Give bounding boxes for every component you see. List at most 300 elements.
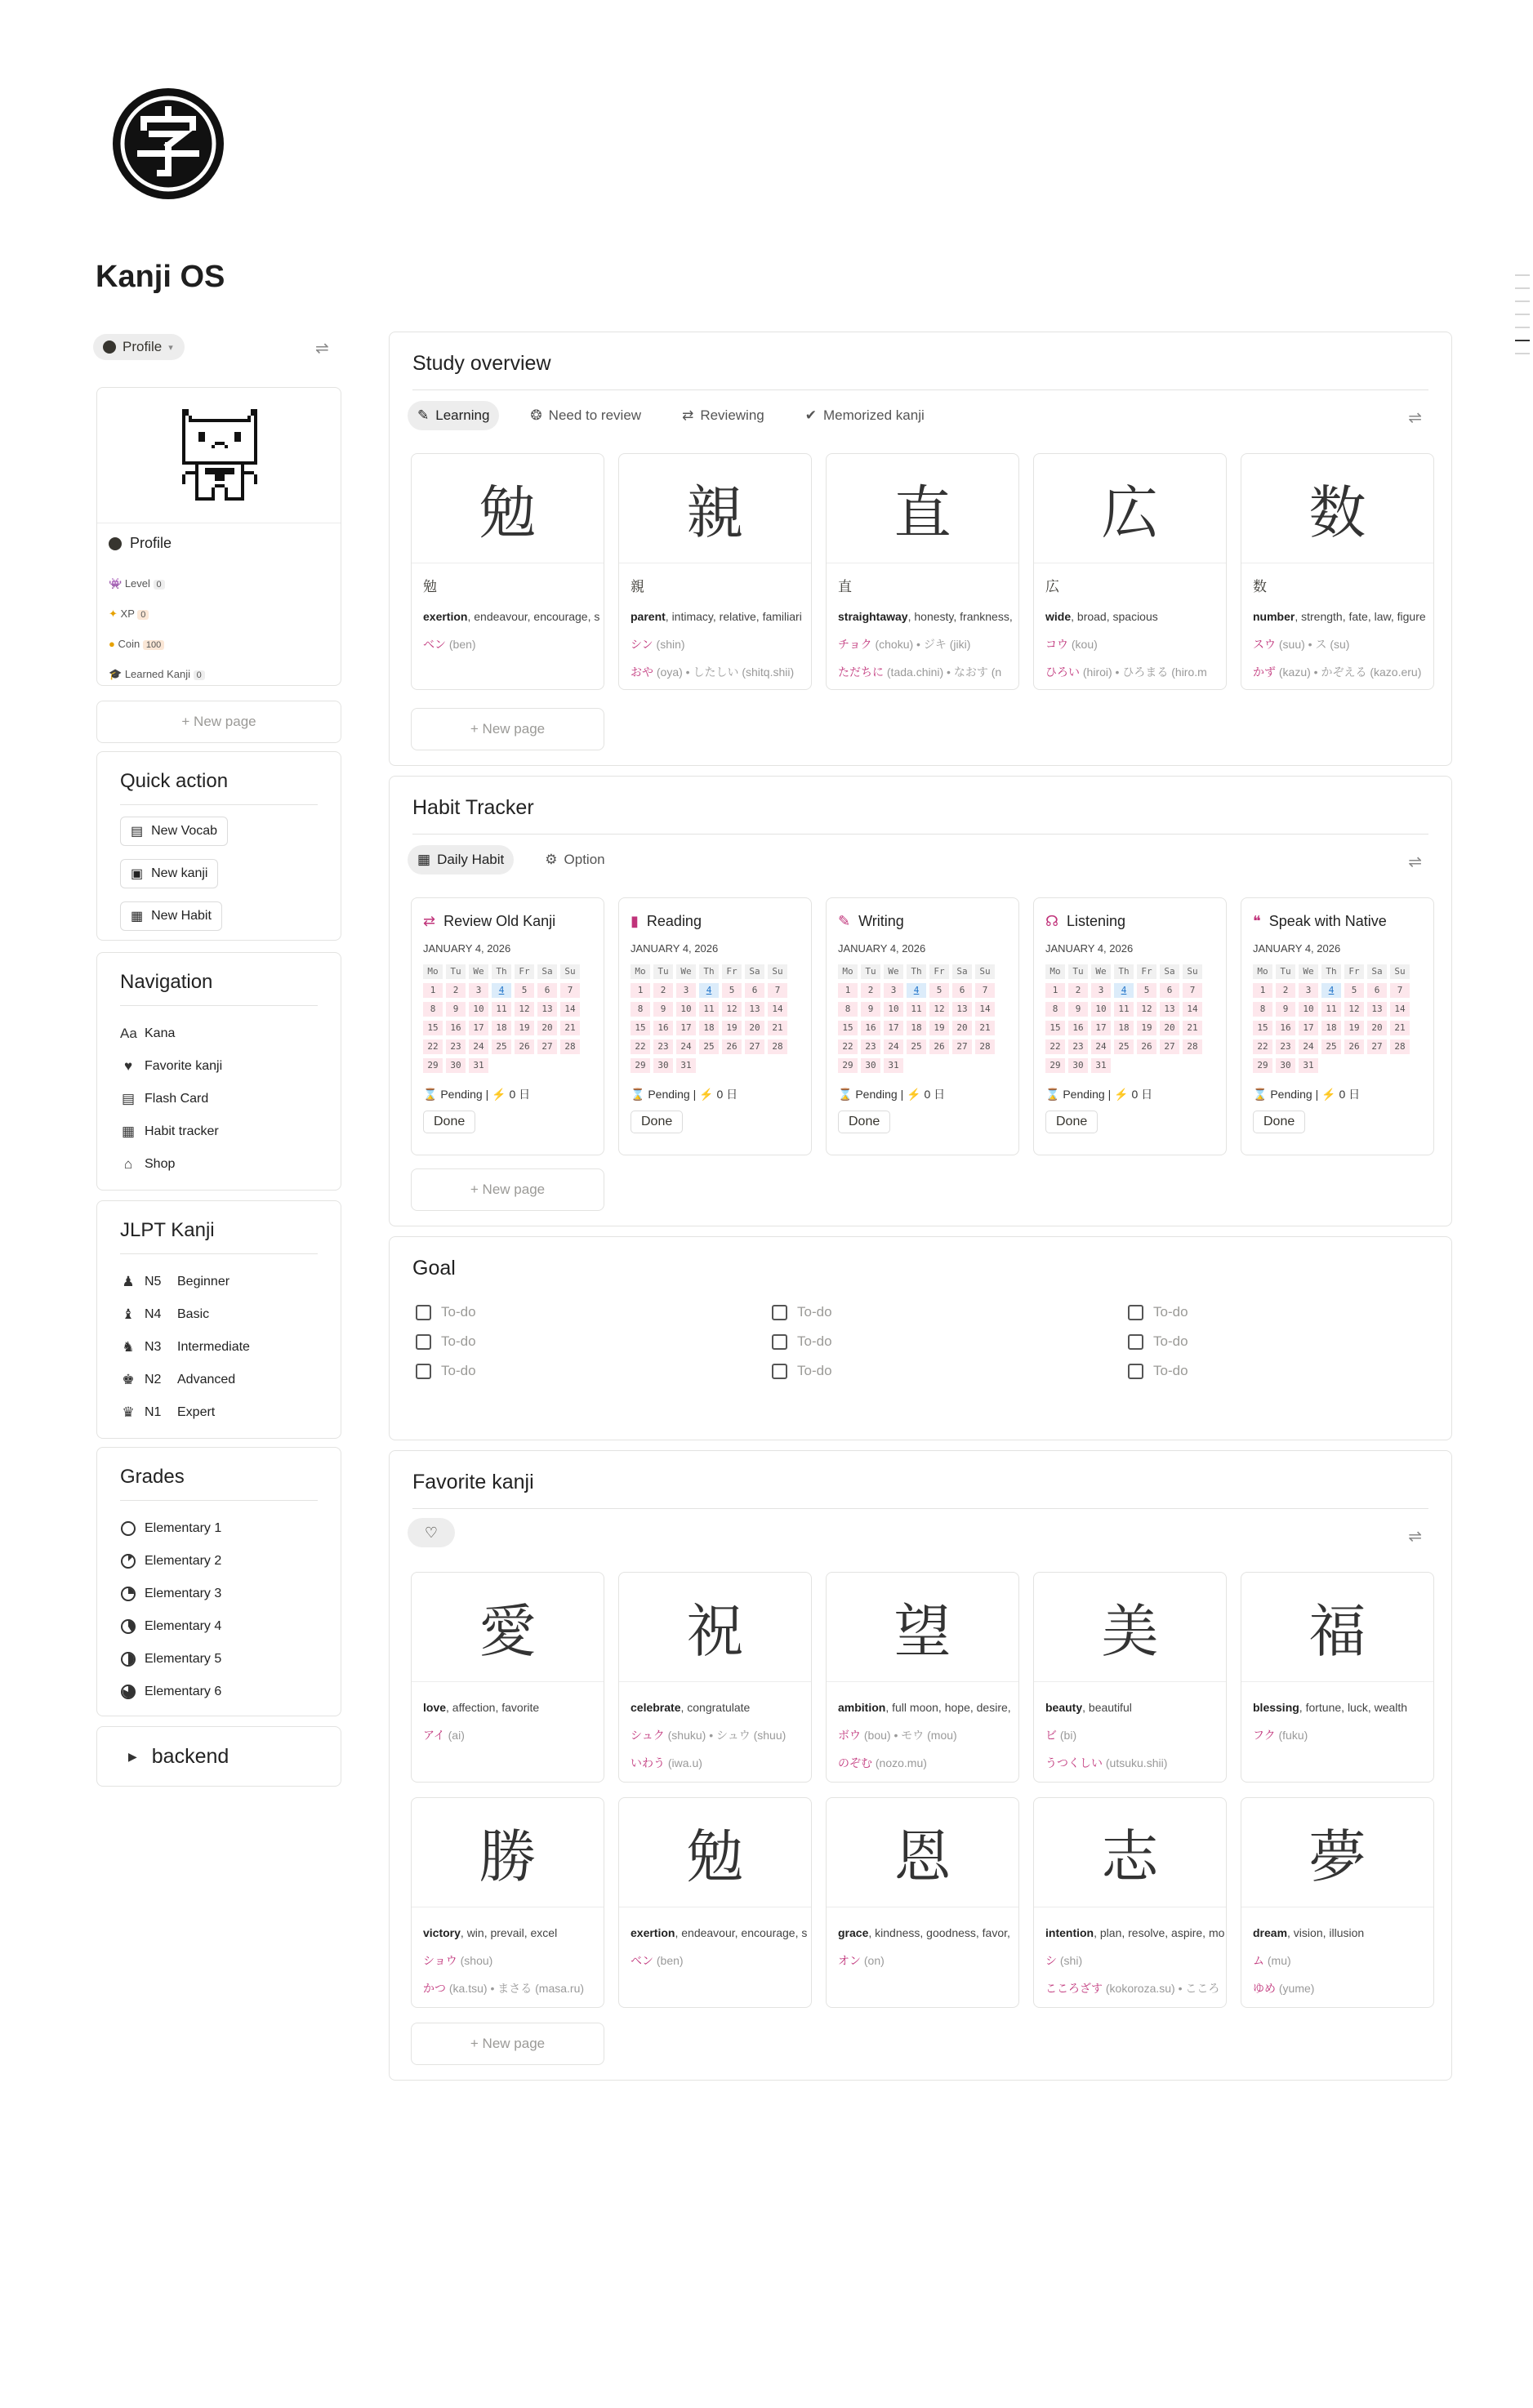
calendar-day[interactable]: 28: [560, 1039, 580, 1054]
queen-icon: ♛: [122, 1404, 135, 1420]
habit-status: ⌛ Pending | ⚡ 0 日: [631, 1088, 738, 1101]
calendar-day[interactable]: 22: [631, 1039, 650, 1054]
nav-item-flash-card[interactable]: [120, 1083, 318, 1115]
profile-chip[interactable]: [93, 334, 185, 360]
calendar-day[interactable]: 31: [676, 1058, 696, 1073]
calendar-day[interactable]: 7: [975, 983, 995, 998]
calendar-day[interactable]: 8: [1253, 1002, 1272, 1017]
jlpt-label: Beginner: [177, 1275, 230, 1289]
calendar-day[interactable]: 21: [1390, 1021, 1410, 1035]
calendar-day[interactable]: 11: [1321, 1002, 1341, 1017]
calendar-day[interactable]: 6: [1160, 983, 1179, 998]
calendar-day[interactable]: 17: [676, 1021, 696, 1035]
checkbox[interactable]: [772, 1364, 787, 1379]
button-label: New Vocab: [151, 824, 218, 838]
calendar-day[interactable]: 29: [838, 1058, 858, 1073]
kanji-onyomi: [1253, 1947, 1422, 1974]
calendar-day[interactable]: 16: [446, 1021, 466, 1035]
page-outline-indicator[interactable]: [1515, 274, 1533, 366]
jlpt-item-n3[interactable]: [120, 1331, 318, 1364]
calendar-day[interactable]: 26: [1344, 1039, 1364, 1054]
checkbox[interactable]: [772, 1305, 787, 1320]
navigation-title: Navigation: [120, 953, 318, 1006]
calendar-day[interactable]: 16: [861, 1021, 880, 1035]
weekday-label: Su: [975, 964, 995, 979]
grade-item-1[interactable]: [120, 1512, 318, 1545]
calendar-day[interactable]: 22: [423, 1039, 443, 1054]
meaning-main: exertion: [631, 1926, 675, 1939]
calendar-day[interactable]: 6: [1367, 983, 1387, 998]
calendar-day[interactable]: 23: [1068, 1039, 1088, 1054]
calendar-day[interactable]: 19: [722, 1021, 742, 1035]
calendar-day[interactable]: 29: [631, 1058, 650, 1073]
calendar-day[interactable]: 19: [1344, 1021, 1364, 1035]
new-page-label: New page: [194, 714, 256, 729]
button-label: New Habit: [151, 909, 212, 923]
onyomi-romaji: (shin): [656, 638, 685, 651]
calendar-day[interactable]: 14: [1183, 1002, 1202, 1017]
calendar-day[interactable]: 11: [492, 1002, 511, 1017]
todo-item[interactable]: [416, 1333, 476, 1350]
calendar-day[interactable]: 19: [1137, 1021, 1156, 1035]
grades-title: Grades: [120, 1448, 318, 1501]
calendar-day[interactable]: 5: [722, 983, 742, 998]
new-habit-button[interactable]: [120, 901, 222, 931]
habit-card[interactable]: [1033, 897, 1227, 1155]
habit-card[interactable]: [411, 897, 604, 1155]
calendar-day[interactable]: 25: [1114, 1039, 1134, 1054]
calendar-day[interactable]: 29: [1045, 1058, 1065, 1073]
kunyomi: いわう: [631, 1756, 665, 1769]
calendar-day[interactable]: 18: [907, 1021, 926, 1035]
checkbox[interactable]: [416, 1305, 431, 1320]
calendar-day[interactable]: 17: [884, 1021, 903, 1035]
calendar-day[interactable]: 8: [1045, 1002, 1065, 1017]
calendar-day[interactable]: 23: [861, 1039, 880, 1054]
calendar-day[interactable]: 11: [1114, 1002, 1134, 1017]
calendar-day[interactable]: 7: [1390, 983, 1410, 998]
kanji-glyph: 恩: [827, 1798, 1018, 1907]
calendar-day[interactable]: 26: [722, 1039, 742, 1054]
favorite-kanji-card[interactable]: [1241, 1797, 1434, 2008]
tab-memorized-kanji[interactable]: [795, 401, 934, 430]
calendar-day[interactable]: 3: [469, 983, 488, 998]
calendar-day[interactable]: 14: [975, 1002, 995, 1017]
backend-toggle[interactable]: [96, 1726, 341, 1787]
checkbox[interactable]: [1128, 1364, 1143, 1379]
grade-item-6[interactable]: [120, 1676, 318, 1708]
calendar-day[interactable]: 21: [1183, 1021, 1202, 1035]
calendar-day[interactable]: 29: [1253, 1058, 1272, 1073]
sparkle-icon: ✦: [109, 608, 118, 620]
calendar-day[interactable]: 25: [907, 1039, 926, 1054]
calendar-day[interactable]: 15: [838, 1021, 858, 1035]
calendar-day[interactable]: 9: [1276, 1002, 1295, 1017]
calendar-day[interactable]: 23: [1276, 1039, 1295, 1054]
weekday-label: We: [1299, 964, 1318, 979]
weekday-label: Sa: [952, 964, 972, 979]
onyomi: ショウ: [423, 1954, 457, 1967]
kanji-card[interactable]: [1241, 453, 1434, 690]
calendar-day[interactable]: 9: [653, 1002, 673, 1017]
calendar-day[interactable]: 15: [631, 1021, 650, 1035]
nav-item-favorite-kanji[interactable]: [120, 1050, 318, 1083]
grade-item-2[interactable]: [120, 1545, 318, 1578]
calendar-day[interactable]: 1: [838, 983, 858, 998]
calendar-day[interactable]: 27: [952, 1039, 972, 1054]
calendar-day[interactable]: 4: [699, 983, 719, 998]
calendar-day[interactable]: 21: [560, 1021, 580, 1035]
meaning-rest: , plan, resolve, aspire, mo: [1094, 1926, 1225, 1939]
kanji-meaning: [1045, 1919, 1225, 1947]
new-vocab-button[interactable]: [120, 817, 228, 846]
kunyomi: かず: [1253, 665, 1276, 679]
calendar-day[interactable]: 4: [907, 983, 926, 998]
calendar-day[interactable]: 25: [1321, 1039, 1341, 1054]
calendar-day[interactable]: 2: [1276, 983, 1295, 998]
calendar-day[interactable]: 13: [952, 1002, 972, 1017]
calendar-day[interactable]: 2: [653, 983, 673, 998]
calendar-day[interactable]: 25: [699, 1039, 719, 1054]
calendar-day[interactable]: 18: [492, 1021, 511, 1035]
progress-circle-2-icon: [120, 1586, 136, 1602]
kanji-onyomi: [423, 630, 592, 658]
calendar-day[interactable]: 7: [768, 983, 787, 998]
calendar-day[interactable]: 14: [560, 1002, 580, 1017]
tab-need-to-review[interactable]: [520, 401, 651, 430]
new-page-button[interactable]: + New page: [411, 1168, 604, 1211]
calendar-day[interactable]: 31: [469, 1058, 488, 1073]
kanji-card[interactable]: [1033, 453, 1227, 690]
kanji-card[interactable]: [826, 453, 1019, 690]
profile-card[interactable]: [96, 387, 341, 686]
todo-item[interactable]: [1128, 1333, 1188, 1350]
kanji-glyph: 直: [827, 454, 1018, 563]
calendar-day[interactable]: 5: [1137, 983, 1156, 998]
calendar-day[interactable]: 27: [1367, 1039, 1387, 1054]
jlpt-item-n5[interactable]: [120, 1266, 318, 1298]
kanji-meaning: [423, 1919, 592, 1947]
nav-item-habit-tracker[interactable]: [120, 1115, 318, 1148]
jlpt-title: JLPT Kanji: [120, 1201, 318, 1254]
calendar-day[interactable]: 3: [884, 983, 903, 998]
kanji-meaning: [1253, 603, 1426, 630]
tab-reviewing[interactable]: [672, 401, 774, 430]
calendar-day[interactable]: 24: [1091, 1039, 1111, 1054]
calendar-day[interactable]: 3: [1299, 983, 1318, 998]
page-title: Kanji OS: [96, 260, 225, 294]
calendar-day[interactable]: 9: [861, 1002, 880, 1017]
calendar-day[interactable]: 28: [768, 1039, 787, 1054]
favorite-kanji-card[interactable]: [1241, 1572, 1434, 1783]
calendar-day[interactable]: 13: [745, 1002, 764, 1017]
weekday-label: We: [676, 964, 696, 979]
calendar-day[interactable]: 10: [676, 1002, 696, 1017]
favorite-kanji-card[interactable]: [1033, 1797, 1227, 2008]
weekday-label: Sa: [745, 964, 764, 979]
calendar-day[interactable]: 18: [1114, 1021, 1134, 1035]
calendar-day[interactable]: 27: [537, 1039, 557, 1054]
done-button[interactable]: Done: [1253, 1111, 1305, 1133]
meaning-main: beauty: [1045, 1701, 1083, 1714]
habit-title: [423, 910, 592, 932]
meaning-main: intention: [1045, 1926, 1094, 1939]
tab-option[interactable]: [535, 845, 614, 875]
habit-card[interactable]: [618, 897, 812, 1155]
calendar-day[interactable]: 18: [699, 1021, 719, 1035]
calendar-day[interactable]: 5: [515, 983, 534, 998]
habit-date: JANUARY 4, 2026: [423, 942, 511, 955]
calendar-day[interactable]: 15: [1253, 1021, 1272, 1035]
habit-icon: ❝: [1253, 912, 1261, 929]
todo-item[interactable]: [772, 1333, 832, 1350]
calendar-day[interactable]: 13: [537, 1002, 557, 1017]
calendar-day[interactable]: 20: [1367, 1021, 1387, 1035]
calendar-day[interactable]: 10: [1091, 1002, 1111, 1017]
calendar-day[interactable]: 12: [515, 1002, 534, 1017]
calendar-day[interactable]: 29: [423, 1058, 443, 1073]
weekday-label: Mo: [1253, 964, 1272, 979]
habit-card[interactable]: [1241, 897, 1434, 1155]
checkbox[interactable]: [1128, 1334, 1143, 1350]
sliders-icon[interactable]: ⇌: [1408, 1528, 1422, 1546]
new-kanji-button[interactable]: [120, 859, 218, 888]
favorite-kanji-card[interactable]: [411, 1797, 604, 2008]
calendar-day[interactable]: 9: [1068, 1002, 1088, 1017]
calendar-day[interactable]: 18: [1321, 1021, 1341, 1035]
checkbox[interactable]: [772, 1334, 787, 1350]
jlpt-item-n1[interactable]: [120, 1396, 318, 1429]
calendar-day[interactable]: 30: [861, 1058, 880, 1073]
tab-daily-habit[interactable]: [408, 845, 514, 875]
calendar-day[interactable]: 26: [929, 1039, 949, 1054]
calendar-day[interactable]: 14: [768, 1002, 787, 1017]
calendar-day[interactable]: 19: [929, 1021, 949, 1035]
calendar-day[interactable]: 3: [1091, 983, 1111, 998]
favorite-kanji-card[interactable]: [826, 1797, 1019, 2008]
calendar-day[interactable]: 10: [884, 1002, 903, 1017]
calendar-day[interactable]: 4: [1114, 983, 1134, 998]
calendar-day[interactable]: 22: [1045, 1039, 1065, 1054]
calendar-day[interactable]: 22: [1253, 1039, 1272, 1054]
calendar-day[interactable]: 23: [446, 1039, 466, 1054]
calendar-day[interactable]: 3: [676, 983, 696, 998]
jlpt-item-n4[interactable]: [120, 1298, 318, 1331]
calendar-day[interactable]: 8: [631, 1002, 650, 1017]
section-title: Habit Tracker: [412, 796, 534, 819]
todo-item[interactable]: [772, 1304, 832, 1320]
calendar-day[interactable]: 22: [838, 1039, 858, 1054]
calendar-day[interactable]: 13: [1367, 1002, 1387, 1017]
calendar-day[interactable]: 16: [653, 1021, 673, 1035]
sliders-icon[interactable]: ⇌: [1408, 409, 1422, 427]
calendar-day[interactable]: 8: [423, 1002, 443, 1017]
calendar-day[interactable]: 27: [745, 1039, 764, 1054]
calendar-day[interactable]: 1: [1253, 983, 1272, 998]
calendar-day[interactable]: 31: [884, 1058, 903, 1073]
calendar-day[interactable]: 21: [975, 1021, 995, 1035]
weekday-label: Tu: [861, 964, 880, 979]
meaning-main: grace: [838, 1926, 869, 1939]
calendar-day[interactable]: 1: [631, 983, 650, 998]
favorite-kanji-card[interactable]: [826, 1572, 1019, 1783]
favorite-kanji-card[interactable]: [1033, 1572, 1227, 1783]
calendar-day[interactable]: 17: [1299, 1021, 1318, 1035]
calendar-day[interactable]: 6: [952, 983, 972, 998]
calendar-day[interactable]: 2: [446, 983, 466, 998]
calendar-day[interactable]: 6: [537, 983, 557, 998]
calendar-day[interactable]: 26: [515, 1039, 534, 1054]
grade-item-3[interactable]: [120, 1578, 318, 1610]
todo-item[interactable]: [416, 1363, 476, 1379]
sliders-icon[interactable]: ⇌: [1408, 853, 1422, 871]
calendar-day[interactable]: 20: [537, 1021, 557, 1035]
calendar-day[interactable]: 20: [745, 1021, 764, 1035]
calendar-day[interactable]: 31: [1091, 1058, 1111, 1073]
calendar-day[interactable]: 26: [1137, 1039, 1156, 1054]
calendar-day[interactable]: 19: [515, 1021, 534, 1035]
calendar-day[interactable]: 20: [1160, 1021, 1179, 1035]
bishop-icon: ♝: [122, 1306, 135, 1322]
calendar-day[interactable]: 27: [1160, 1039, 1179, 1054]
calendar-day[interactable]: 12: [1344, 1002, 1364, 1017]
done-button[interactable]: Done: [838, 1111, 890, 1133]
gear-icon: ⚙: [545, 852, 558, 867]
calendar-day[interactable]: 2: [1068, 983, 1088, 998]
tab-learning[interactable]: [408, 401, 499, 430]
heart-outline-icon: ♡: [424, 1524, 439, 1541]
calendar-day[interactable]: 8: [838, 1002, 858, 1017]
favorite-kanji-card[interactable]: [618, 1572, 812, 1783]
calendar-day[interactable]: 4: [492, 983, 511, 998]
calendar-day[interactable]: 25: [492, 1039, 511, 1054]
calendar-day[interactable]: 30: [1068, 1058, 1088, 1073]
backend-label: backend: [151, 1744, 230, 1768]
done-button[interactable]: Done: [631, 1111, 683, 1133]
calendar-day[interactable]: 24: [884, 1039, 903, 1054]
checkbox[interactable]: [416, 1364, 431, 1379]
calendar-day[interactable]: 24: [676, 1039, 696, 1054]
calendar-day[interactable]: 12: [1137, 1002, 1156, 1017]
grade-label: Elementary 6: [145, 1685, 222, 1698]
calendar-day[interactable]: 28: [1183, 1039, 1202, 1054]
calendar-day[interactable]: 21: [768, 1021, 787, 1035]
calendar-day[interactable]: 17: [469, 1021, 488, 1035]
kanji-card[interactable]: [618, 453, 812, 690]
favorite-kanji-card[interactable]: [411, 1572, 604, 1783]
calendar-day[interactable]: 10: [1299, 1002, 1318, 1017]
calendar-day[interactable]: 24: [1299, 1039, 1318, 1054]
calendar-day[interactable]: 5: [929, 983, 949, 998]
calendar-day[interactable]: 11: [907, 1002, 926, 1017]
calendar-day[interactable]: 23: [653, 1039, 673, 1054]
tab-favorites[interactable]: [408, 1518, 455, 1547]
new-page-button[interactable]: + New page: [96, 701, 341, 743]
nav-item-kana[interactable]: [120, 1017, 318, 1050]
todo-item[interactable]: [772, 1363, 832, 1379]
calendar-icon: ▦: [131, 910, 144, 924]
habit-date: JANUARY 4, 2026: [1045, 942, 1134, 955]
jlpt-item-n2[interactable]: [120, 1364, 318, 1396]
calendar-day[interactable]: 7: [560, 983, 580, 998]
new-page-button[interactable]: + New page: [411, 2023, 604, 2065]
calendar-day[interactable]: 31: [1299, 1058, 1318, 1073]
calendar-day[interactable]: 12: [722, 1002, 742, 1017]
favorite-kanji-card[interactable]: [618, 1797, 812, 2008]
calendar-day[interactable]: 2: [861, 983, 880, 998]
new-page-label: New page: [482, 721, 546, 737]
calendar-day[interactable]: 9: [446, 1002, 466, 1017]
calendar-day[interactable]: 16: [1068, 1021, 1088, 1035]
calendar-day[interactable]: 15: [423, 1021, 443, 1035]
grade-item-4[interactable]: [120, 1610, 318, 1643]
nav-label: Favorite kanji: [145, 1059, 223, 1073]
kanji-meaning: [423, 1694, 592, 1721]
calendar-day[interactable]: 4: [1321, 983, 1341, 998]
navigation-panel: [96, 952, 341, 1191]
calendar-day[interactable]: 1: [1045, 983, 1065, 998]
calendar-day[interactable]: 12: [929, 1002, 949, 1017]
calendar-day[interactable]: 6: [745, 983, 764, 998]
todo-item[interactable]: [416, 1304, 476, 1320]
checkbox[interactable]: [1128, 1305, 1143, 1320]
calendar-day[interactable]: 28: [975, 1039, 995, 1054]
meaning-main: love: [423, 1701, 447, 1714]
calendar-day[interactable]: 11: [699, 1002, 719, 1017]
calendar-day[interactable]: 10: [469, 1002, 488, 1017]
onyomi: ム: [1253, 1954, 1264, 1967]
calendar-day[interactable]: 24: [469, 1039, 488, 1054]
kanji-meaning: [1045, 603, 1214, 630]
todo-item[interactable]: [1128, 1363, 1188, 1379]
done-button[interactable]: Done: [423, 1111, 475, 1133]
grade-item-5[interactable]: [120, 1643, 318, 1676]
calendar-day[interactable]: 30: [1276, 1058, 1295, 1073]
calendar-icon: ▦: [417, 852, 431, 867]
weekday-label: Tu: [1276, 964, 1295, 979]
calendar-day[interactable]: 16: [1276, 1021, 1295, 1035]
calendar-day[interactable]: 1: [423, 983, 443, 998]
habit-card[interactable]: [826, 897, 1019, 1155]
sliders-icon[interactable]: ⇌: [315, 340, 329, 358]
nav-item-shop[interactable]: [120, 1148, 318, 1181]
calendar-day[interactable]: 15: [1045, 1021, 1065, 1035]
todo-item[interactable]: [1128, 1304, 1188, 1320]
kanji-title: 直: [838, 579, 852, 594]
quick-action-panel: [96, 751, 341, 941]
kanji-card[interactable]: [411, 453, 604, 690]
calendar-day[interactable]: 13: [1160, 1002, 1179, 1017]
meaning-main: straightaway: [838, 610, 908, 623]
checkbox[interactable]: [416, 1334, 431, 1350]
kanji-glyph: 志: [1034, 1798, 1226, 1907]
todo-label: To-do: [1153, 1304, 1188, 1320]
calendar-day[interactable]: 30: [446, 1058, 466, 1073]
calendar-day[interactable]: 30: [653, 1058, 673, 1073]
calendar-day[interactable]: 14: [1390, 1002, 1410, 1017]
calendar-day[interactable]: 7: [1183, 983, 1202, 998]
kanji-kunyomi: [631, 1749, 800, 1777]
calendar-day[interactable]: 20: [952, 1021, 972, 1035]
calendar-day[interactable]: 28: [1390, 1039, 1410, 1054]
done-button[interactable]: Done: [1045, 1111, 1098, 1133]
profile-stats: [109, 569, 205, 690]
habit-title: [1045, 910, 1214, 932]
calendar-day[interactable]: 5: [1344, 983, 1364, 998]
calendar-day[interactable]: 17: [1091, 1021, 1111, 1035]
new-page-button[interactable]: + New page: [411, 708, 604, 750]
todo-label: To-do: [441, 1333, 476, 1349]
